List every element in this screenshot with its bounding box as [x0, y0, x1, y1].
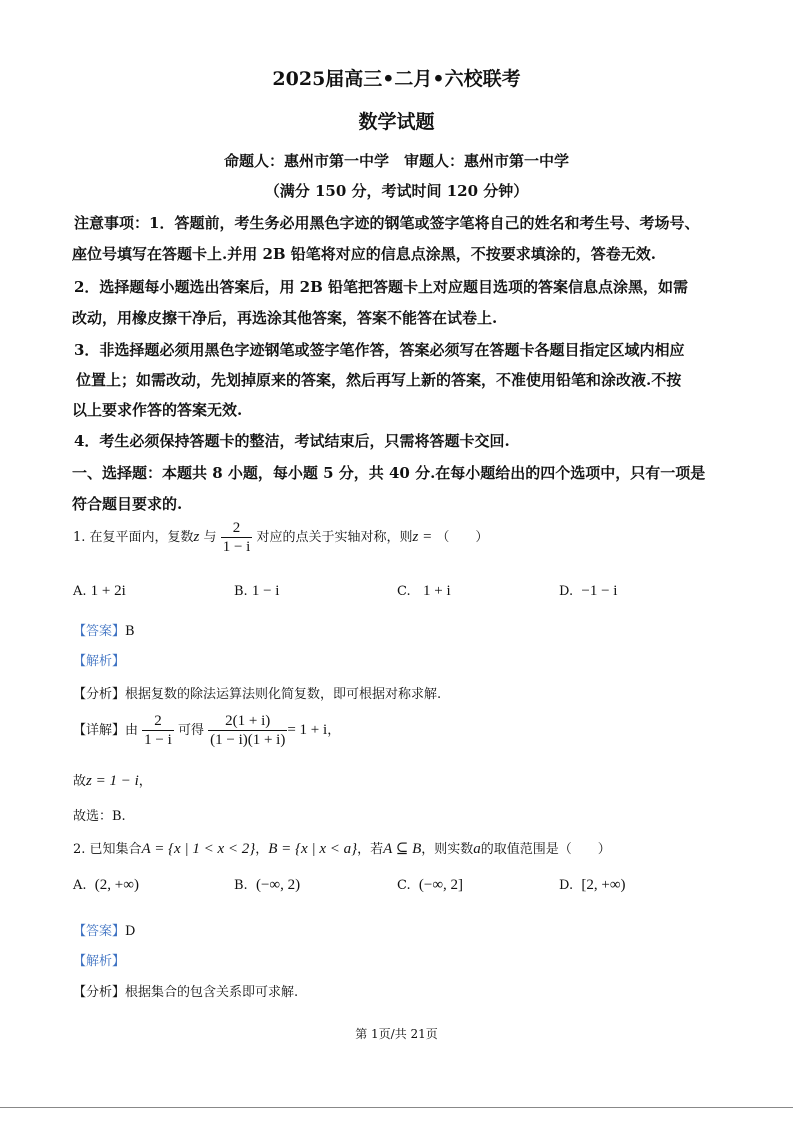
- notice-line-7: 以上要求作答的答案无效.: [72, 401, 243, 419]
- page-number: 第 1页/共 21页: [355, 1027, 438, 1041]
- notice-line-3: 2．选择题每小题选出答案后，用 2B 铅笔把答题卡上对应题目选项的答案信息点涂黑，如需: [74, 278, 689, 296]
- subject-title: 数学试题: [358, 111, 435, 133]
- q1-conclusion: 故z = 1 − i，: [73, 773, 152, 789]
- q1-detail: 【详解】由 $\frac{2}{1 - i}$ 可得 $\frac{2(1 + i)}{(1 - i)(1 + i)}$ = 1 + i，: [73, 713, 341, 748]
- q2-set-a: A = {x | 1 < x < 2}: [141, 841, 256, 857]
- q1-option-a: A. 1 + 2i: [73, 583, 126, 599]
- q1-paren: （ ）: [436, 530, 489, 545]
- q2-analysis-tag: 【解析】: [73, 954, 126, 969]
- section1-heading-line1: 一、选择题：本题共 8 小题，每小题 5 分，共 40 分.在每小题给出的四个选项中，只有一项是: [72, 464, 706, 482]
- notice-line-8: 4．考生必须保持答题卡的整洁，考试结束后，只需将答题卡交回.: [74, 432, 510, 450]
- q1-answer: 【答案】B: [73, 624, 135, 639]
- notice-line-6: 位置上；如需改动，先划掉原来的答案，然后再写上新的答案，不准使用铅笔和涂改液.不按: [76, 371, 682, 389]
- q2-set-b: B = {x | x < a}: [268, 841, 358, 857]
- q1-option-d: D. −1 − i: [559, 583, 618, 599]
- q1-prefix: 1. 在复平面内，复数: [73, 530, 194, 545]
- section1-heading-line2: 符合题目要求的.: [72, 495, 183, 513]
- q1-suffix: 对应的点关于实轴对称，则: [256, 530, 413, 545]
- q1-option-c: C. 1 + i: [397, 583, 451, 599]
- authors-line: 命题人：惠州市第一中学 审题人：惠州市第一中学: [223, 152, 569, 170]
- question-2: 2. 已知集合A = {x | 1 < x < 2}，B = {x | x < a}，若A ⊆ B，则实数a的取值范围是（ ）: [73, 841, 611, 857]
- q2-fenxi: 【分析】根据集合的包含关系即可求解.: [73, 985, 299, 1000]
- notice-line-4: 改动，用橡皮擦干净后，再选涂其他答案，答案不能答在试卷上.: [72, 309, 498, 327]
- notice-line-5: 3．非选择题必须用黑色字迹钢笔或签字笔作答，答案必须写在答题卡各题目指定区域内相应: [74, 341, 685, 359]
- q1-option-b: B. 1 − i: [234, 583, 280, 599]
- bottom-divider: [0, 1107, 793, 1108]
- q1-analysis-tag: 【解析】: [73, 654, 126, 669]
- q1-mid: 与: [203, 530, 217, 545]
- question-1: [73, 519, 488, 556]
- q2-answer: 【答案】D: [73, 924, 136, 939]
- q1-fenxi: 【分析】根据复数的除法运算法则化简复数，即可根据对称求解.: [73, 687, 442, 702]
- q2-option-c: C. (−∞, 2]: [397, 877, 464, 893]
- q1-eq: z =: [412, 529, 433, 545]
- q1-detail-frac-2: $\frac{2(1 + i)}{(1 - i)(1 + i)}$: [210, 713, 286, 748]
- q1-choose: 故选：B.: [73, 809, 126, 824]
- exam-title: 2025届高三•二月•六校联考: [272, 68, 521, 90]
- q1-fraction: $\frac{2}{1 - i}$: [222, 520, 251, 555]
- q2-option-b: B. (−∞, 2): [234, 877, 301, 893]
- score-time-line: （满分 150 分，考试时间 120 分钟）: [264, 182, 529, 200]
- notice-line-2: 座位号填写在答题卡上.并用 2B 铅笔将对应的信息点涂黑，不按要求填涂的，答卷无效.: [72, 245, 657, 263]
- q2-option-a: A. (2, +∞): [73, 877, 139, 893]
- notice-line-1: 注意事项：1．答题前，考生务必用黑色字迹的钢笔或签字笔将自己的姓名和考生号、考场号、: [74, 214, 700, 232]
- q2-option-d: D. [2, +∞): [559, 877, 626, 893]
- q1-detail-frac-1: $\frac{2}{1 - i}$: [144, 713, 172, 748]
- q1-var-z: z: [193, 529, 200, 545]
